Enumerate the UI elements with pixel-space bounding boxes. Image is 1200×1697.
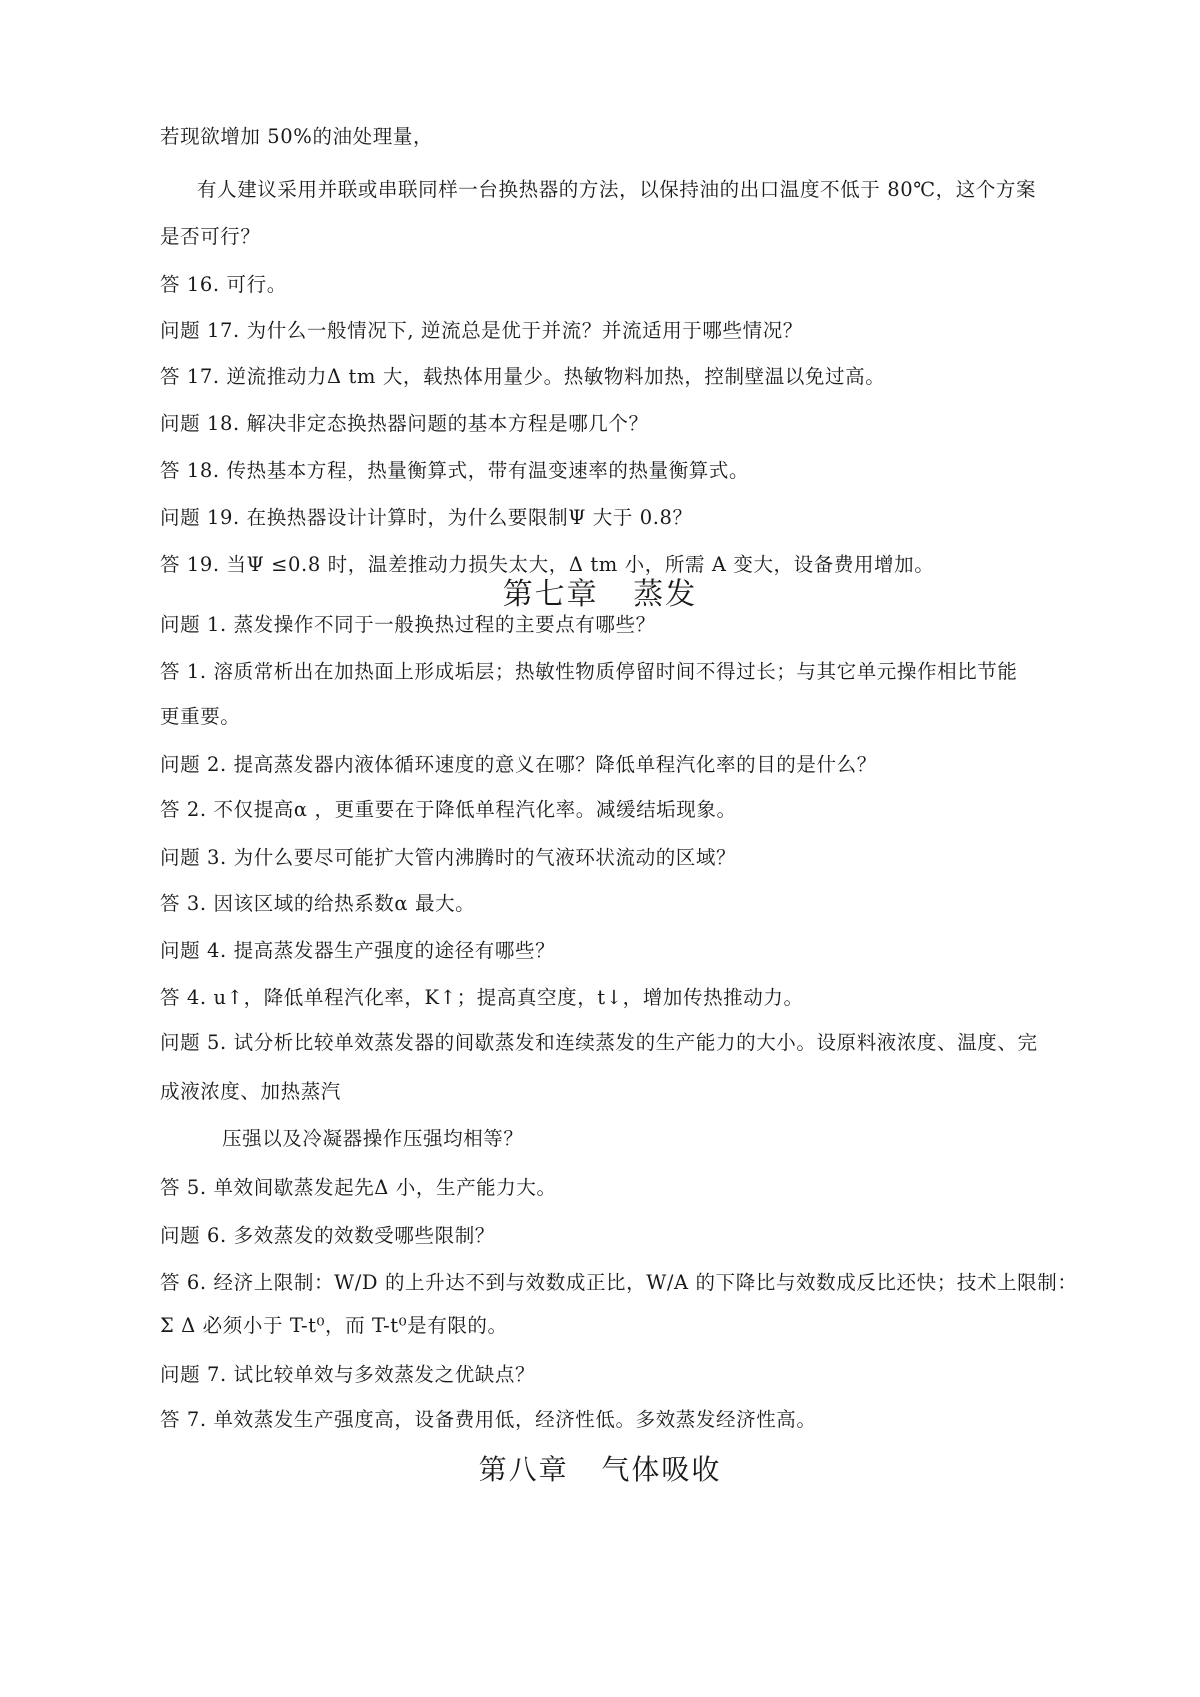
answer-7: 答 7. 单效蒸发生产强度高，设备费用低，经济性低。多效蒸发经济性高。 xyxy=(160,1408,817,1431)
answer-18: 答 18. 传热基本方程，热量衡算式，带有温变速率的热量衡算式。 xyxy=(160,459,750,482)
text-line: 若现欲增加 50%的油处理量， xyxy=(160,125,434,148)
question-1: 问题 1. 蒸发操作不同于一般换热过程的主要点有哪些？ xyxy=(160,613,656,636)
question-17: 问题 17. 为什么一般情况下, 逆流总是优于并流？并流适用于哪些情况？ xyxy=(160,319,803,342)
question-18: 问题 18. 解决非定态换热器问题的基本方程是哪几个？ xyxy=(160,412,649,435)
chapter-8-heading: 第八章 气体吸收 xyxy=(478,1453,722,1486)
chapter-7-heading: 第七章 蒸发 xyxy=(502,577,698,612)
text-line: 是否可行？ xyxy=(160,225,261,248)
text-line: 成液浓度、加热蒸汽 xyxy=(160,1080,341,1103)
text-line: Σ Δ 必须小于 T-t⁰，而 T-t⁰是有限的。 xyxy=(160,1314,508,1337)
question-2: 问题 2. 提高蒸发器内液体循环速度的意义在哪？降低单程汽化率的目的是什么？ xyxy=(160,753,877,776)
text-line: 更重要。 xyxy=(160,705,241,728)
text-line: 压强以及冷凝器操作压强均相等？ xyxy=(222,1127,524,1150)
question-7: 问题 7. 试比较单效与多效蒸发之优缺点？ xyxy=(160,1363,536,1386)
question-19: 问题 19. 在换热器设计计算时，为什么要限制Ψ 大于 0.8？ xyxy=(160,506,693,529)
answer-3: 答 3. 因该区域的给热系数α 最大。 xyxy=(160,892,476,915)
answer-17: 答 17. 逆流推动力Δ tm 大，载热体用量少。热敏物料加热，控制壁温以免过高。 xyxy=(160,365,886,388)
answer-5: 答 5. 单效间歇蒸发起先Δ 小，生产能力大。 xyxy=(160,1176,557,1199)
question-4: 问题 4. 提高蒸发器生产强度的途径有哪些？ xyxy=(160,939,556,962)
answer-2: 答 2. 不仅提高α ，更重要在于降低单程汽化率。减缓结垢现象。 xyxy=(160,798,737,821)
answer-19: 答 19. 当Ψ ≤0.8 时，温差推动力损失太大，Δ tm 小，所需 A 变大，设备费用增加。 xyxy=(160,553,935,576)
answer-1: 答 1. 溶质常析出在加热面上形成垢层；热敏性物质停留时间不得过长；与其它单元操作相比节能 xyxy=(160,660,1018,683)
answer-6: 答 6. 经济上限制：W/D 的上升达不到与效数成正比，W/A 的下降比与效数成反比还快；技术上限制： xyxy=(160,1271,1078,1294)
answer-4: 答 4. u↑，降低单程汽化率，K↑；提高真空度，t↓，增加传热推动力。 xyxy=(160,986,804,1009)
question-5: 问题 5. 试分析比较单效蒸发器的间歇蒸发和连续蒸发的生产能力的大小。设原料液浓度、温度、完 xyxy=(160,1031,1038,1054)
answer-16: 答 16. 可行。 xyxy=(160,273,287,296)
question-3: 问题 3. 为什么要尽可能扩大管内沸腾时的气液环状流动的区域？ xyxy=(160,846,737,869)
text-line: 有人建议采用并联或串联同样一台换热器的方法，以保持油的出口温度不低于 80℃，这个方案 xyxy=(197,178,1037,201)
question-6: 问题 6. 多效蒸发的效数受哪些限制？ xyxy=(160,1224,495,1247)
